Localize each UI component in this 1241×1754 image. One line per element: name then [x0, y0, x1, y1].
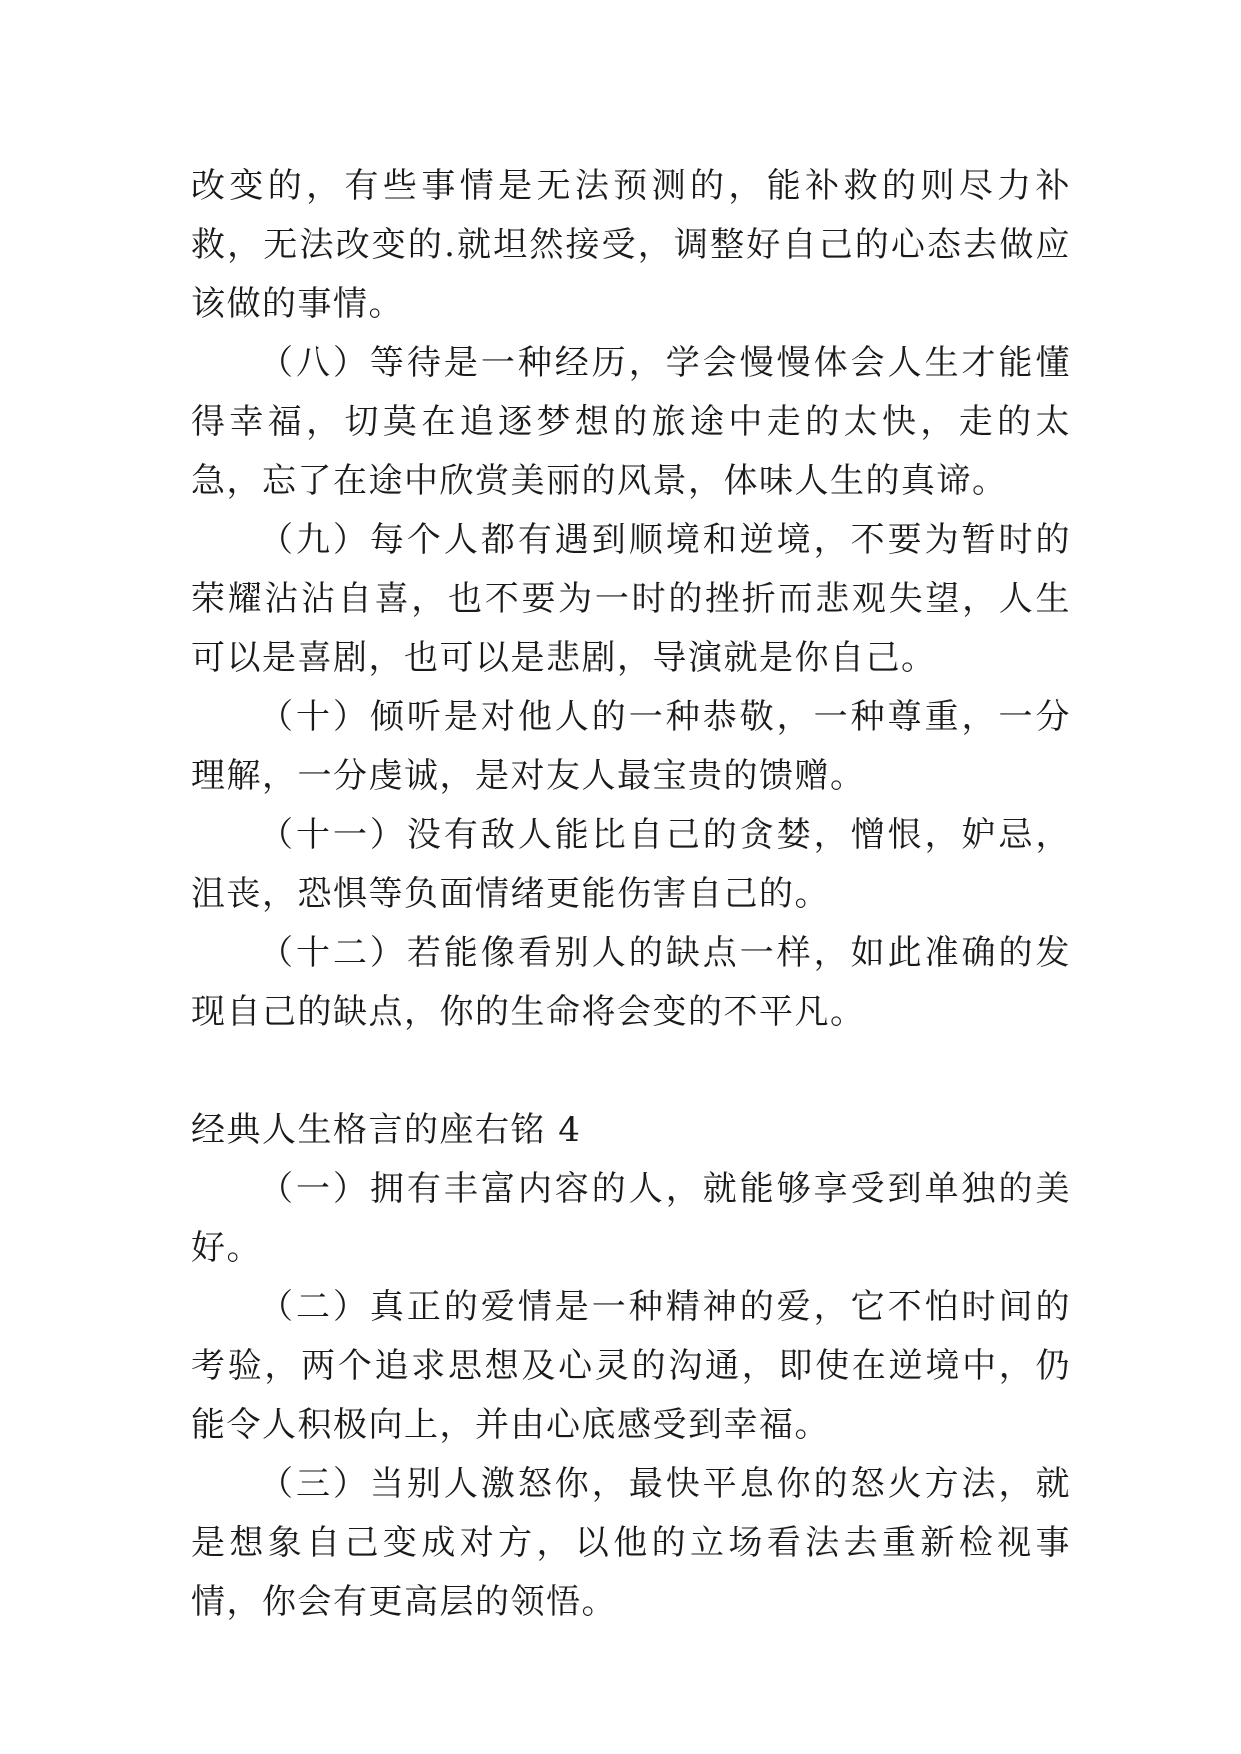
document-body [191, 157, 1071, 1632]
paragraph-item-8: （八）等待是一种经历，学会慢慢体会人生才能懂得幸福，切莫在追逐梦想的旅途中走的太快，走的太急，忘了在途中欣赏美丽的风景，体味人生的真谛。 [191, 343, 1071, 501]
section-title: 经典人生格言的座右铭 4 [191, 1110, 582, 1150]
paragraph-item-10: （十）倾听是对他人的一种恭敬，一种尊重，一分理解，一分虔诚，是对友人最宝贵的馈赠。 [191, 697, 1071, 796]
paragraph-item-1: （一）拥有丰富内容的人，就能够享受到单独的美好。 [191, 1169, 1071, 1268]
paragraph-item-9: （九）每个人都有遇到顺境和逆境，不要为暂时的荣耀沾沾自喜，也不要为一时的挫折而悲观失望，人生可以是喜剧，也可以是悲剧，导演就是你自己。 [191, 520, 1071, 678]
paragraph-item-2: （二）真正的爱情是一种精神的爱，它不怕时间的考验，两个追求思想及心灵的沟通，即使在逆境中，仍能令人积极向上，并由心底感受到幸福。 [191, 1287, 1071, 1445]
paragraph-continuation: 改变的，有些事情是无法预测的，能补救的则尽力补救，无法改变的.就坦然接受，调整好自己的心态去做应该做的事情。 [191, 166, 1071, 324]
paragraph-item-11: （十一）没有敌人能比自己的贪婪，憎恨，妒忌，沮丧，恐惧等负面情绪更能伤害自己的。 [191, 815, 1071, 914]
paragraph-item-3: （三）当别人激怒你，最快平息你的怒火方法，就是想象自己变成对方，以他的立场看法去重新检视事情，你会有更高层的领悟。 [191, 1464, 1071, 1622]
paragraph-item-12: （十二）若能像看别人的缺点一样，如此准确的发现自己的缺点，你的生命将会变的不平凡。 [191, 933, 1071, 1032]
